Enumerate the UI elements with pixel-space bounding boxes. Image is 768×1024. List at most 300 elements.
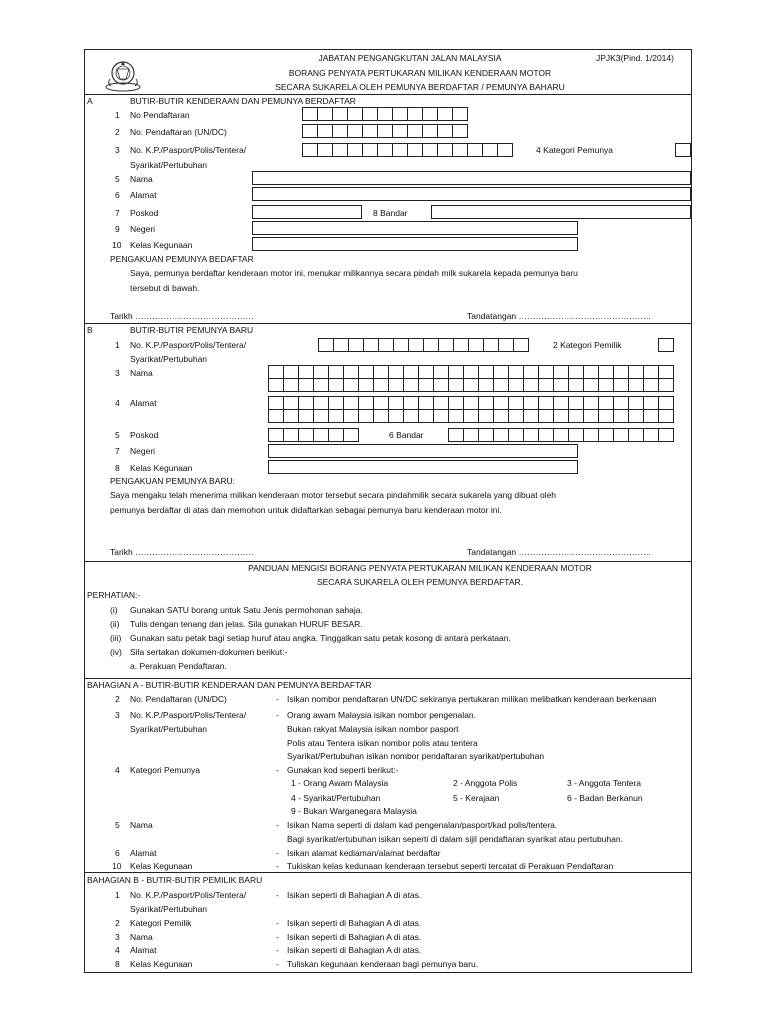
char-box[interactable] — [373, 378, 389, 392]
char-box[interactable] — [283, 409, 299, 423]
char-box[interactable] — [643, 409, 659, 423]
char-box[interactable] — [583, 409, 599, 423]
row-num: 3 — [115, 932, 120, 942]
char-box[interactable] — [343, 396, 359, 410]
field-num: 10 — [112, 240, 122, 250]
char-box[interactable] — [422, 107, 438, 121]
char-box[interactable] — [643, 365, 659, 379]
row-label: No. K.P./Pasport/Polis/Tentera/ — [130, 710, 247, 720]
char-box[interactable] — [493, 365, 509, 379]
char-box[interactable] — [343, 409, 359, 423]
part-a-heading: BAHAGIAN A - BUTIR-BUTIR KENDERAAN DAN PEMUNYA BERDAFTAR — [87, 680, 372, 690]
char-box[interactable] — [403, 409, 419, 423]
char-box[interactable] — [403, 396, 419, 410]
char-box[interactable] — [407, 124, 423, 138]
tarikh-field[interactable]: Tarikh …………………………………… — [110, 547, 255, 557]
row-text: Tuliskan kegunaan kenderaan bagi pemunya baru. — [287, 959, 479, 969]
agency-name: JABATAN PENGANGKUTAN JALAN MALAYSIA — [318, 53, 502, 63]
char-box[interactable] — [283, 396, 299, 410]
char-box[interactable] — [568, 378, 584, 392]
char-box[interactable] — [343, 378, 359, 392]
char-box[interactable] — [478, 396, 494, 410]
char-box[interactable] — [377, 143, 393, 157]
char-box[interactable] — [613, 378, 629, 392]
field-label-no-pendaftaran: No Pendaftaran — [130, 110, 190, 120]
char-box[interactable] — [553, 428, 569, 442]
char-box[interactable] — [328, 365, 344, 379]
char-box[interactable] — [332, 124, 348, 138]
char-box[interactable] — [283, 365, 299, 379]
char-box[interactable] — [403, 378, 419, 392]
char-box[interactable] — [298, 396, 314, 410]
char-box[interactable] — [523, 378, 539, 392]
row-num: 1 — [115, 890, 120, 900]
row-text: Syarikat/Pertubuhan isikan nombor pendaftaran syarikat/pertubuhan — [287, 751, 545, 761]
char-box[interactable] — [448, 378, 464, 392]
field-label-id-2: Syarikat/Pertubuhan — [130, 160, 208, 170]
char-box[interactable] — [438, 338, 454, 352]
field-num: 8 — [115, 463, 120, 473]
char-box[interactable] — [317, 124, 333, 138]
field-label-poskod: Poskod — [130, 208, 159, 218]
char-box[interactable] — [358, 409, 374, 423]
row-dash: - — [276, 848, 279, 858]
row-num: 8 — [115, 959, 120, 969]
note-num: (iii) — [110, 633, 122, 643]
part-b-heading: BAHAGIAN B - BUTIR-BUTIR PEMILIK BARU — [87, 875, 263, 885]
char-box[interactable] — [393, 338, 409, 352]
note-text: Tulis dengan tenang dan jelas. Sila gunakan HURUF BESAR. — [130, 619, 363, 629]
row-label: Kelas Kegunaan — [130, 861, 193, 871]
poskod-field[interactable] — [252, 205, 362, 219]
kategori-pemilik-box[interactable] — [658, 338, 674, 352]
note-text: Sila sertakan dokumen-dokumen berikut:- — [130, 647, 288, 657]
char-box[interactable] — [628, 428, 644, 442]
row-text: Bagi syarikat/ertubuhan isikan seperti di dalam sijil pendaftaran syarikat atau pertubuhan. — [287, 834, 623, 844]
section-b-heading: BUTIR-BUTIR PEMUNYA BARU — [130, 325, 254, 335]
field-label-alamat: Alamat — [130, 190, 157, 200]
char-box[interactable] — [283, 378, 299, 392]
form-title: BORANG PENYATA PERTUKARAN MILIKAN KENDERAAN MOTOR — [288, 68, 552, 78]
jpj-crest-icon — [104, 57, 142, 93]
char-box[interactable] — [302, 143, 318, 157]
char-box[interactable] — [422, 143, 438, 157]
char-box[interactable] — [407, 107, 423, 121]
char-box[interactable] — [628, 378, 644, 392]
char-box[interactable] — [658, 365, 674, 379]
char-box[interactable] — [643, 428, 659, 442]
kod-item: 9 - Bukan Warganegara Malaysia — [291, 806, 417, 816]
note-text: Gunakan satu petak bagi setiap huruf atau angka. Tinggalkan satu petak kosong di antara perkataan. — [130, 633, 511, 643]
guide-subtitle: SECARA SUKARELA OLEH PEMUNYA BERDAFTAR. — [316, 577, 524, 587]
char-box[interactable] — [268, 365, 284, 379]
char-box[interactable] — [332, 107, 348, 121]
char-box[interactable] — [317, 107, 333, 121]
char-box[interactable] — [437, 124, 453, 138]
char-box[interactable] — [298, 365, 314, 379]
kod-item: 5 - Kerajaan — [453, 793, 500, 803]
kod-item: 4 - Syarikat/Pertubuhan — [291, 793, 381, 803]
char-box[interactable] — [452, 124, 468, 138]
new-owner-address-grid[interactable] — [268, 396, 674, 423]
char-box[interactable] — [523, 409, 539, 423]
char-box[interactable] — [613, 409, 629, 423]
declaration-title: PENGAKUAN PEMUNYA BARU: — [110, 476, 236, 486]
char-box[interactable] — [478, 365, 494, 379]
char-box[interactable] — [583, 365, 599, 379]
char-box[interactable] — [643, 378, 659, 392]
kelas-kegunaan-field[interactable] — [252, 237, 578, 251]
char-box[interactable] — [523, 365, 539, 379]
char-box[interactable] — [348, 338, 364, 352]
row-text: Tukiskan kelas kedunaan kenderaan tersebut seperti tercatat di Perakuan Pendaftaran — [287, 861, 614, 871]
char-box[interactable] — [268, 428, 284, 442]
new-owner-negeri-field[interactable] — [268, 444, 578, 458]
char-box[interactable] — [497, 143, 513, 157]
row-text: Orang awam Malaysia isikan nombor pengenalan. — [287, 710, 476, 720]
perhatian-label: PERHATIAN:- — [87, 590, 141, 600]
note-text: Gunakan SATU borang untuk Satu Jenis permohonan sahaja. — [130, 605, 363, 615]
char-box[interactable] — [508, 409, 524, 423]
char-box[interactable] — [568, 396, 584, 410]
char-box[interactable] — [553, 365, 569, 379]
char-box[interactable] — [363, 338, 379, 352]
char-box[interactable] — [388, 378, 404, 392]
char-box[interactable] — [493, 409, 509, 423]
char-box[interactable] — [407, 143, 423, 157]
field-num: 4 — [115, 398, 120, 408]
char-box[interactable] — [463, 378, 479, 392]
char-box[interactable] — [658, 428, 674, 442]
char-box[interactable] — [283, 428, 299, 442]
row-text: Isikan Nama seperti di dalam kad pengenalan/pasport/kad polis/tentera. — [287, 820, 558, 830]
field-num: 6 — [115, 190, 120, 200]
char-box[interactable] — [463, 428, 479, 442]
field-label-id-2: Syarikat/Pertubuhan — [130, 354, 208, 364]
new-owner-bandar-boxes[interactable] — [448, 428, 674, 442]
row-dash: - — [276, 945, 279, 955]
row-num: 3 — [115, 710, 120, 720]
row-dash: - — [276, 765, 279, 775]
char-box[interactable] — [568, 428, 584, 442]
char-box[interactable] — [358, 378, 374, 392]
char-box[interactable] — [298, 428, 314, 442]
attachment-item: a. Perakuan Pendaftaran. — [130, 661, 227, 671]
char-box[interactable] — [658, 409, 674, 423]
char-box[interactable] — [362, 124, 378, 138]
char-box[interactable] — [598, 378, 614, 392]
char-box[interactable] — [392, 124, 408, 138]
char-box[interactable] — [478, 428, 494, 442]
char-box[interactable] — [343, 428, 359, 442]
char-box[interactable] — [333, 338, 349, 352]
char-box[interactable] — [478, 378, 494, 392]
char-box[interactable] — [302, 124, 318, 138]
char-box[interactable] — [553, 378, 569, 392]
declaration-text: Saya mengaku telah menerima milikan kenderaan motor tersebut secara pindahmilik secara sukarela yang dibuat oleh — [110, 490, 557, 500]
nama-field[interactable] — [252, 171, 691, 185]
char-box[interactable] — [437, 143, 453, 157]
field-label-nama: Nama — [130, 368, 153, 378]
char-box[interactable] — [378, 338, 394, 352]
char-box[interactable] — [332, 143, 348, 157]
char-box[interactable] — [422, 124, 438, 138]
char-box[interactable] — [403, 365, 419, 379]
char-box[interactable] — [583, 378, 599, 392]
field-label-alamat: Alamat — [130, 398, 157, 408]
char-box[interactable] — [433, 365, 449, 379]
char-box[interactable] — [392, 107, 408, 121]
char-box[interactable] — [298, 409, 314, 423]
header-divider — [84, 94, 692, 95]
char-box[interactable] — [347, 107, 363, 121]
new-owner-kelas-field[interactable] — [268, 460, 578, 474]
tarikh-field[interactable]: Tarikh …………………………………… — [110, 311, 255, 321]
field-num: 3 — [115, 368, 120, 378]
char-box[interactable] — [362, 143, 378, 157]
declaration-text: Saya, pemunya berdaftar kenderaan motor ini, menukar milikannya secara pindah milk sukarela kepada pemunya baru — [130, 268, 578, 278]
char-box[interactable] — [463, 396, 479, 410]
char-box[interactable] — [313, 396, 329, 410]
char-box[interactable] — [453, 338, 469, 352]
row-text: Isikan nombor pendaftaran UN/DC sekiranya pertukaran milikan melibatkan kenderaan berkenaan — [287, 694, 657, 704]
kategori-pemunya-box[interactable] — [675, 143, 691, 157]
section-b-letter: B — [87, 325, 93, 335]
char-box[interactable] — [583, 428, 599, 442]
char-box[interactable] — [493, 428, 509, 442]
char-box[interactable] — [463, 409, 479, 423]
row-dash: - — [276, 918, 279, 928]
char-box[interactable] — [523, 396, 539, 410]
row-dash: - — [276, 694, 279, 704]
kategori-pemilik-label: 2 Kategori Pemilik — [553, 340, 622, 350]
char-box[interactable] — [448, 396, 464, 410]
char-box[interactable] — [538, 365, 554, 379]
char-box[interactable] — [628, 409, 644, 423]
char-box[interactable] — [418, 409, 434, 423]
char-box[interactable] — [268, 396, 284, 410]
kod-item: 2 - Anggota Polis — [453, 778, 518, 788]
note-num: (iv) — [110, 647, 122, 657]
kod-item: 3 - Anggota Tentera — [567, 778, 642, 788]
field-label-poskod: Poskod — [130, 430, 159, 440]
field-label-negeri: Negeri — [130, 446, 156, 456]
char-box[interactable] — [408, 338, 424, 352]
char-box[interactable] — [317, 143, 333, 157]
row-label: No. Pendaftaran (UN/DC) — [130, 694, 227, 704]
declaration-text-2: tersebut di bawah. — [130, 283, 200, 293]
char-box[interactable] — [538, 409, 554, 423]
char-box[interactable] — [302, 107, 318, 121]
char-box[interactable] — [373, 409, 389, 423]
char-box[interactable] — [493, 396, 509, 410]
char-box[interactable] — [483, 338, 499, 352]
bandar-label: 6 Bandar — [389, 430, 424, 440]
char-box[interactable] — [498, 338, 514, 352]
char-box[interactable] — [373, 365, 389, 379]
char-box[interactable] — [388, 396, 404, 410]
char-box[interactable] — [388, 365, 404, 379]
char-box[interactable] — [418, 396, 434, 410]
char-box[interactable] — [448, 365, 464, 379]
char-box[interactable] — [313, 428, 329, 442]
char-box[interactable] — [508, 378, 524, 392]
char-box[interactable] — [538, 396, 554, 410]
row-num: 4 — [115, 765, 120, 775]
char-box[interactable] — [643, 396, 659, 410]
row-text: Isikan seperti di Bahagian A di atas. — [287, 918, 422, 928]
char-box[interactable] — [358, 396, 374, 410]
tandatangan-field[interactable]: Tandatangan ……………………………………….. — [467, 311, 651, 321]
char-box[interactable] — [598, 428, 614, 442]
char-box[interactable] — [467, 143, 483, 157]
char-box[interactable] — [343, 365, 359, 379]
char-box[interactable] — [628, 396, 644, 410]
row-dash: - — [276, 932, 279, 942]
char-box[interactable] — [362, 107, 378, 121]
char-box[interactable] — [347, 143, 363, 157]
id-number-boxes[interactable] — [302, 143, 513, 157]
char-box[interactable] — [513, 338, 529, 352]
field-label-kelas-kegunaan: Kelas Kegunaan — [130, 463, 193, 473]
char-box[interactable] — [313, 409, 329, 423]
char-box[interactable] — [423, 338, 439, 352]
char-box[interactable] — [568, 365, 584, 379]
char-box[interactable] — [538, 378, 554, 392]
row-label: Alamat — [130, 848, 157, 858]
tandatangan-field[interactable]: Tandatangan ……………………………………….. — [467, 547, 651, 557]
bandar-field[interactable] — [431, 205, 691, 219]
section-b-divider — [84, 561, 692, 562]
char-box[interactable] — [478, 409, 494, 423]
field-label-id: No. K.P./Pasport/Polis/Tentera/ — [130, 145, 247, 155]
char-box[interactable] — [377, 124, 393, 138]
char-box[interactable] — [468, 338, 484, 352]
row-text: Isikan seperti di Bahagian A di atas. — [287, 890, 422, 900]
kod-item: 1 - Orang Awam Malaysia — [291, 778, 389, 788]
field-label-kelas-kegunaan: Kelas Kegunaan — [130, 240, 193, 250]
char-box[interactable] — [268, 378, 284, 392]
char-box[interactable] — [523, 428, 539, 442]
char-box[interactable] — [628, 365, 644, 379]
no-pendaftaran-undc-boxes[interactable] — [302, 124, 468, 138]
char-box[interactable] — [508, 428, 524, 442]
char-box[interactable] — [373, 396, 389, 410]
char-box[interactable] — [448, 409, 464, 423]
char-box[interactable] — [508, 396, 524, 410]
row-label: Kategori Pemilik — [130, 918, 192, 928]
new-owner-poskod-boxes[interactable] — [268, 428, 359, 442]
char-box[interactable] — [268, 409, 284, 423]
row-label: Syarikat/Pertubuhan — [130, 724, 208, 734]
char-box[interactable] — [433, 378, 449, 392]
row-dash: - — [276, 959, 279, 969]
char-box[interactable] — [418, 365, 434, 379]
new-owner-name-grid[interactable] — [268, 365, 674, 392]
char-box[interactable] — [553, 396, 569, 410]
row-label: Kategori Pemunya — [130, 765, 200, 775]
row-text: Isikan alamat kediaman/alamat berdaftar — [287, 848, 441, 858]
new-owner-id-boxes[interactable] — [318, 338, 529, 352]
alamat-field[interactable] — [252, 187, 691, 201]
char-box[interactable] — [392, 143, 408, 157]
char-box[interactable] — [388, 409, 404, 423]
char-box[interactable] — [553, 409, 569, 423]
row-num: 4 — [115, 945, 120, 955]
negeri-field[interactable] — [252, 221, 578, 235]
row-dash: - — [276, 710, 279, 720]
char-box[interactable] — [452, 107, 468, 121]
char-box[interactable] — [493, 378, 509, 392]
row-label: No. K.P./Pasport/Polis/Tentera/ — [130, 890, 247, 900]
char-box[interactable] — [418, 378, 434, 392]
char-box[interactable] — [328, 409, 344, 423]
char-box[interactable] — [328, 428, 344, 442]
char-box[interactable] — [328, 396, 344, 410]
field-num: 5 — [115, 174, 120, 184]
char-box[interactable] — [568, 409, 584, 423]
section-a-heading: BUTIR-BUTIR KENDERAAN DAN PEMUNYA BERDAFTAR — [130, 96, 356, 106]
char-box[interactable] — [328, 378, 344, 392]
char-box[interactable] — [347, 124, 363, 138]
section-a-letter: A — [87, 96, 93, 106]
char-box[interactable] — [448, 428, 464, 442]
char-box[interactable] — [598, 365, 614, 379]
row-label: Syarikat/Pertubuhan — [130, 904, 208, 914]
field-num: 1 — [115, 110, 120, 120]
char-box[interactable] — [377, 107, 393, 121]
row-num: 6 — [115, 848, 120, 858]
guide-part-divider — [84, 872, 692, 873]
field-label-nama: Nama — [130, 174, 153, 184]
row-dash: - — [276, 890, 279, 900]
char-box[interactable] — [613, 365, 629, 379]
no-pendaftaran-boxes[interactable] — [302, 107, 468, 121]
row-num: 2 — [115, 694, 120, 704]
char-box[interactable] — [433, 396, 449, 410]
form-subtitle: SECARA SUKARELA OLEH PEMUNYA BERDAFTAR / PEMUNYA BAHARU — [275, 82, 565, 92]
char-box[interactable] — [433, 409, 449, 423]
row-dash: - — [276, 861, 279, 871]
char-box[interactable] — [463, 365, 479, 379]
field-label-no-pendaftaran-undc: No. Pendaftaran (UN/DC) — [130, 127, 227, 137]
char-box[interactable] — [598, 409, 614, 423]
field-label-negeri: Negeri — [130, 224, 156, 234]
field-num: 7 — [115, 208, 120, 218]
note-num: (i) — [110, 605, 118, 615]
char-box[interactable] — [318, 338, 334, 352]
field-num: 7 — [115, 446, 120, 456]
char-box[interactable] — [613, 428, 629, 442]
char-box[interactable] — [313, 378, 329, 392]
declaration-text-2: pemunya berdaftar di atas dan memohon untuk didaftarkan sebagai pemunya baru kenderaan motor ini. — [110, 505, 502, 515]
char-box[interactable] — [358, 365, 374, 379]
char-box[interactable] — [482, 143, 498, 157]
char-box[interactable] — [658, 378, 674, 392]
field-num: 3 — [115, 145, 120, 155]
char-box[interactable] — [538, 428, 554, 442]
char-box[interactable] — [437, 107, 453, 121]
char-box[interactable] — [508, 365, 524, 379]
char-box[interactable] — [298, 378, 314, 392]
char-box[interactable] — [583, 396, 599, 410]
char-box[interactable] — [598, 396, 614, 410]
char-box[interactable] — [613, 396, 629, 410]
row-dash: - — [276, 820, 279, 830]
char-box[interactable] — [658, 396, 674, 410]
char-box[interactable] — [452, 143, 468, 157]
char-box[interactable] — [313, 365, 329, 379]
